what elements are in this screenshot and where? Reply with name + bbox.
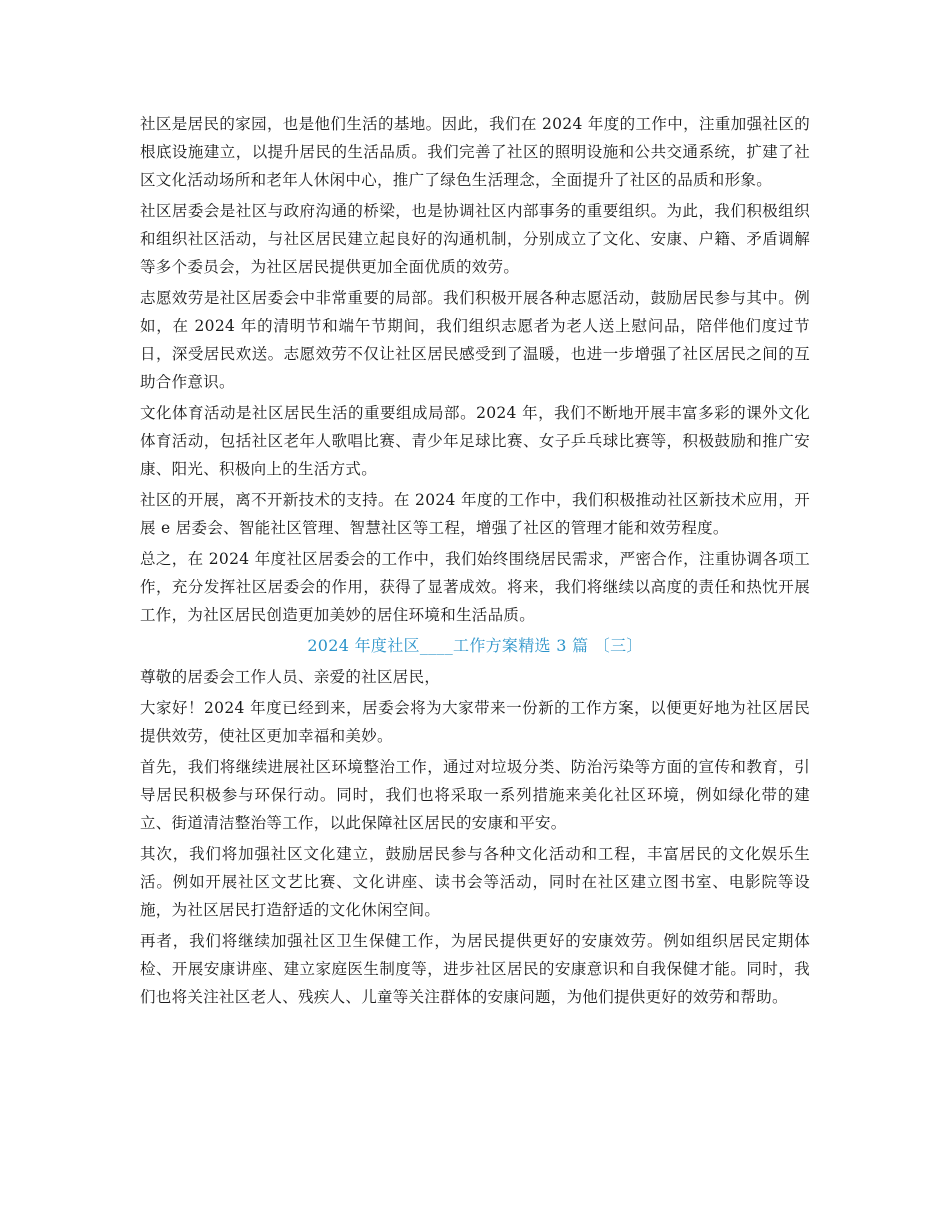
paragraph-salutation: 尊敬的居委会工作人员、亲爱的社区居民， <box>140 668 441 686</box>
paragraph-technology: 社区的开展，离不开新技术的支持。在 2024 年度的工作中，我们积极推动社区新技术应用，开展 e 居委会、智能社区管理、智慧社区等工程，增强了社区的管理才能和效劳程度。 <box>140 491 810 537</box>
paragraph-cultural-building: 其次，我们将加强社区文化建立，鼓励居民参与各种文化活动和工程，丰富居民的文化娱乐生活。例如开展社区文艺比赛、文化讲座、读书会等活动，同时在社区建立图书室、电影院等设施，为社区居民打造舒适的文化休闲空间。 <box>140 845 810 919</box>
paragraph-infrastructure: 社区是居民的家园，也是他们生活的基地。因此，我们在 2024 年度的工作中，注重加强社区的根底设施建立，以提升居民的生活品质。我们完善了社区的照明设施和公共交通系统，扩建了社区文化活动场所和老年人休闲中心，推广了绿色生活理念，全面提升了社区的品质和形象。 <box>140 115 810 189</box>
paragraph-committee: 社区居委会是社区与政府沟通的桥梁，也是协调社区内部事务的重要组织。为此，我们积极组织和组织社区活动，与社区居民建立起良好的沟通机制，分别成立了文化、安康、户籍、矛盾调解等多个委员会，为社区居民提供更加全面优质的效劳。 <box>140 202 810 276</box>
paragraph-health: 再者，我们将继续加强社区卫生保健工作，为居民提供更好的安康效劳。例如组织居民定期体检、开展安康讲座、建立家庭医生制度等，进步社区居民的安康意识和自我保健才能。同时，我们也将关注社区老人、残疾人、儿童等关注群体的安康问题，为他们提供更好的效劳和帮助。 <box>140 932 810 1006</box>
section-heading: 2024 年度社区____工作方案精选 3 篇 〔三〕 <box>307 636 643 655</box>
paragraph-summary: 总之，在 2024 年度社区居委会的工作中，我们始终围绕居民需求，严密合作，注重协调各项工作，充分发挥社区居委会的作用，获得了显著成效。将来，我们将继续以高度的责任和热忱开展工作，为社区居民创造更加美妙的居住环境和生活品质。 <box>140 550 810 624</box>
document-page <box>140 110 810 1014</box>
paragraph-environment: 首先，我们将继续进展社区环境整治工作，通过对垃圾分类、防治污染等方面的宣传和教育，引导居民积极参与环保行动。同时，我们也将采取一系列措施来美化社区环境，例如绿化带的建立、街道清洁整治等工作，以此保障社区居民的安康和平安。 <box>140 758 810 832</box>
paragraph-volunteer: 志愿效劳是社区居委会中非常重要的局部。我们积极开展各种志愿活动，鼓励居民参与其中。例如，在 2024 年的清明节和端午节期间，我们组织志愿者为老人送上慰问品，陪伴他们度过节日，深受居民欢送。志愿效劳不仅让社区居民感受到了温暖，也进一步增强了社区居民之间的互助合作意识。 <box>140 289 810 391</box>
paragraph-culture-sports: 文化体育活动是社区居民生活的重要组成局部。2024 年，我们不断地开展丰富多彩的课外文化体育活动，包括社区老年人歌唱比赛、青少年足球比赛、女子乒乓球比赛等，积极鼓励和推广安康、阳光、积极向上的生活方式。 <box>140 404 810 478</box>
paragraph-greeting: 大家好！2024 年度已经到来，居委会将为大家带来一份新的工作方案，以便更好地为社区居民提供效劳，使社区更加幸福和美妙。 <box>140 699 810 745</box>
